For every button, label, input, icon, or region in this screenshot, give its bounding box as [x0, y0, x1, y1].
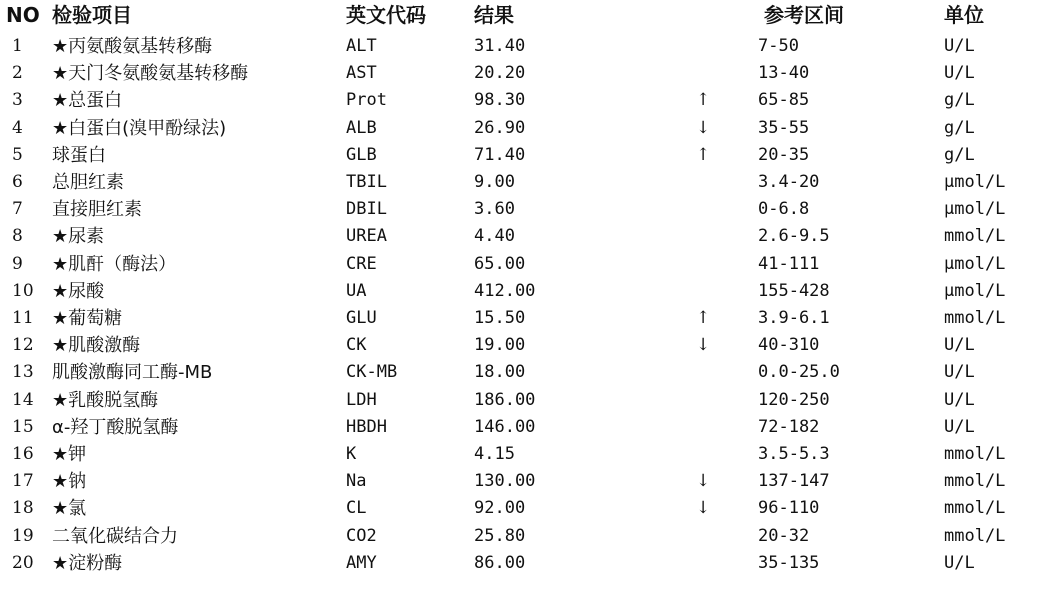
row-reference-range: 35-55 — [758, 117, 810, 138]
row-unit: g/L — [944, 90, 975, 111]
row-code: AST — [346, 63, 377, 84]
row-result: 92.00 — [474, 498, 526, 519]
row-no: 8 — [12, 226, 23, 247]
row-flag-arrow: ↓ — [696, 498, 711, 519]
row-result: 25.80 — [474, 525, 526, 546]
row-no: 7 — [12, 199, 23, 220]
table-row — [0, 550, 1047, 577]
row-code: GLB — [346, 144, 377, 165]
row-item-name: ★淀粉酶 — [52, 552, 123, 574]
row-item-name: ★钾 — [52, 444, 87, 465]
row-unit: g/L — [944, 117, 975, 138]
row-result: 9.00 — [474, 172, 515, 192]
row-no: 10 — [12, 280, 34, 301]
row-code: Prot — [346, 90, 387, 111]
row-reference-range: 72-182 — [758, 416, 820, 437]
header-unit: 单位 — [944, 3, 984, 27]
table-row — [0, 278, 1047, 305]
row-result: 4.40 — [474, 226, 515, 247]
row-unit: mmol/L — [944, 444, 1006, 464]
table-row — [0, 468, 1047, 495]
row-item-name: ★肌酸激酶 — [52, 335, 141, 357]
row-item-name: 总胆红素 — [52, 172, 124, 193]
row-unit: U/L — [944, 389, 975, 410]
row-code: DBIL — [346, 199, 387, 220]
row-no: 14 — [12, 389, 34, 410]
row-code: TBIL — [346, 172, 387, 192]
row-result: 20.20 — [474, 63, 526, 84]
row-item-name: ★氯 — [52, 498, 87, 520]
row-reference-range: 96-110 — [758, 498, 820, 519]
row-unit: μmol/L — [944, 280, 1006, 301]
table-row — [0, 251, 1047, 278]
table-row — [0, 523, 1047, 550]
row-result: 18.00 — [474, 362, 526, 383]
table-row — [0, 359, 1047, 386]
row-no: 4 — [12, 117, 23, 138]
row-code: K — [346, 444, 357, 464]
row-result: 19.00 — [474, 335, 526, 356]
table-row — [0, 60, 1047, 87]
row-unit: mmol/L — [944, 308, 1006, 328]
header-result: 结果 — [474, 3, 514, 27]
row-code: AMY — [346, 552, 377, 573]
row-unit: U/L — [944, 36, 975, 56]
row-no: 3 — [12, 90, 23, 111]
row-code: ALB — [346, 117, 377, 138]
row-no: 16 — [12, 444, 34, 464]
row-flag-arrow: ↑ — [696, 308, 711, 328]
row-reference-range: 20-32 — [758, 525, 810, 546]
row-no: 2 — [12, 63, 23, 84]
row-code: Na — [346, 471, 367, 492]
row-reference-range: 20-35 — [758, 144, 810, 165]
row-no: 15 — [12, 416, 34, 437]
row-unit: μmol/L — [944, 199, 1006, 220]
row-unit: μmol/L — [944, 172, 1006, 192]
row-item-name: ★白蛋白(溴甲酚绿法) — [52, 117, 227, 139]
row-item-name: 球蛋白 — [52, 144, 106, 166]
row-no: 11 — [12, 308, 34, 328]
row-code: LDH — [346, 389, 377, 410]
row-unit: mmol/L — [944, 525, 1006, 546]
table-row — [0, 441, 1047, 468]
row-code: CRE — [346, 253, 377, 274]
table-row — [0, 387, 1047, 414]
row-flag-arrow: ↑ — [696, 144, 711, 165]
row-item-name: ★尿酸 — [52, 280, 105, 302]
row-reference-range: 120-250 — [758, 389, 830, 410]
header-item: 检验项目 — [52, 3, 132, 27]
row-flag-arrow: ↓ — [696, 335, 711, 356]
row-code: CO2 — [346, 525, 377, 546]
row-no: 5 — [12, 144, 23, 165]
header-code: 英文代码 — [346, 3, 426, 27]
row-unit: U/L — [944, 335, 975, 356]
row-unit: g/L — [944, 144, 975, 165]
row-result: 86.00 — [474, 552, 526, 573]
row-item-name: ★葡萄糖 — [52, 308, 123, 329]
row-item-name: ★丙氨酸氨基转移酶 — [52, 36, 213, 57]
row-result: 65.00 — [474, 253, 526, 274]
row-code: CK-MB — [346, 362, 398, 383]
row-result: 71.40 — [474, 144, 526, 165]
row-reference-range: 35-135 — [758, 552, 820, 573]
row-item-name: ★天门冬氨酸氨基转移酶 — [52, 63, 249, 85]
row-unit: mmol/L — [944, 471, 1006, 492]
row-result: 31.40 — [474, 36, 526, 56]
row-result: 412.00 — [474, 280, 536, 301]
header-no: NO — [6, 3, 40, 27]
row-result: 186.00 — [474, 389, 536, 410]
row-unit: U/L — [944, 416, 975, 437]
table-header — [0, 2, 1047, 29]
row-result: 98.30 — [474, 90, 526, 111]
table-row — [0, 223, 1047, 250]
row-result: 4.15 — [474, 444, 515, 464]
row-reference-range: 41-111 — [758, 253, 820, 274]
row-no: 9 — [12, 253, 23, 274]
row-item-name: ★尿素 — [52, 226, 105, 248]
row-result: 130.00 — [474, 471, 536, 492]
row-flag-arrow: ↓ — [696, 471, 711, 492]
table-row — [0, 495, 1047, 522]
row-code: HBDH — [346, 416, 387, 437]
row-reference-range: 155-428 — [758, 280, 830, 301]
row-unit: mmol/L — [944, 498, 1006, 519]
row-result: 3.60 — [474, 199, 515, 220]
row-item-name: ★总蛋白 — [52, 90, 123, 112]
row-reference-range: 3.5-5.3 — [758, 444, 830, 464]
row-flag-arrow: ↓ — [696, 117, 711, 138]
row-unit: U/L — [944, 63, 975, 84]
row-item-name: ★乳酸脱氢酶 — [52, 389, 159, 411]
row-reference-range: 65-85 — [758, 90, 810, 111]
table-row — [0, 33, 1047, 60]
row-item-name: ★肌酐（酶法） — [52, 253, 177, 275]
table-row — [0, 115, 1047, 142]
row-reference-range: 137-147 — [758, 471, 830, 492]
row-no: 20 — [12, 552, 34, 573]
row-code: UREA — [346, 226, 387, 247]
row-no: 6 — [12, 172, 23, 192]
row-reference-range: 2.6-9.5 — [758, 226, 830, 247]
row-reference-range: 13-40 — [758, 63, 810, 84]
row-no: 12 — [12, 335, 34, 356]
row-no: 13 — [12, 362, 34, 383]
row-reference-range: 0-6.8 — [758, 199, 810, 220]
row-code: UA — [346, 280, 367, 301]
row-result: 15.50 — [474, 308, 526, 328]
row-reference-range: 40-310 — [758, 335, 820, 356]
row-code: CL — [346, 498, 367, 519]
table-row — [0, 87, 1047, 114]
row-unit: U/L — [944, 362, 975, 383]
row-item-name: α-羟丁酸脱氢酶 — [52, 416, 179, 438]
row-no: 1 — [12, 36, 23, 56]
row-reference-range: 0.0-25.0 — [758, 362, 840, 383]
row-no: 18 — [12, 498, 34, 519]
row-item-name: 直接胆红素 — [52, 199, 142, 221]
row-reference-range: 3.4-20 — [758, 172, 820, 192]
table-row — [0, 169, 1047, 196]
row-no: 17 — [12, 471, 34, 492]
row-unit: μmol/L — [944, 253, 1006, 274]
row-code: GLU — [346, 308, 377, 328]
table-row — [0, 305, 1047, 332]
row-code: CK — [346, 335, 367, 356]
table-row — [0, 142, 1047, 169]
row-no: 19 — [12, 525, 34, 546]
table-row — [0, 414, 1047, 441]
row-item-name: ★钠 — [52, 471, 87, 493]
row-result: 26.90 — [474, 117, 526, 138]
row-flag-arrow: ↑ — [696, 90, 711, 111]
row-reference-range: 3.9-6.1 — [758, 308, 830, 328]
row-unit: mmol/L — [944, 226, 1006, 247]
row-item-name: 二氧化碳结合力 — [52, 525, 178, 547]
table-row — [0, 196, 1047, 223]
table-row — [0, 332, 1047, 359]
header-range: 参考区间 — [764, 3, 844, 27]
row-reference-range: 7-50 — [758, 36, 799, 56]
row-unit: U/L — [944, 552, 975, 573]
row-result: 146.00 — [474, 416, 536, 437]
row-code: ALT — [346, 36, 377, 56]
row-item-name: 肌酸激酶同工酶-MB — [52, 362, 213, 384]
